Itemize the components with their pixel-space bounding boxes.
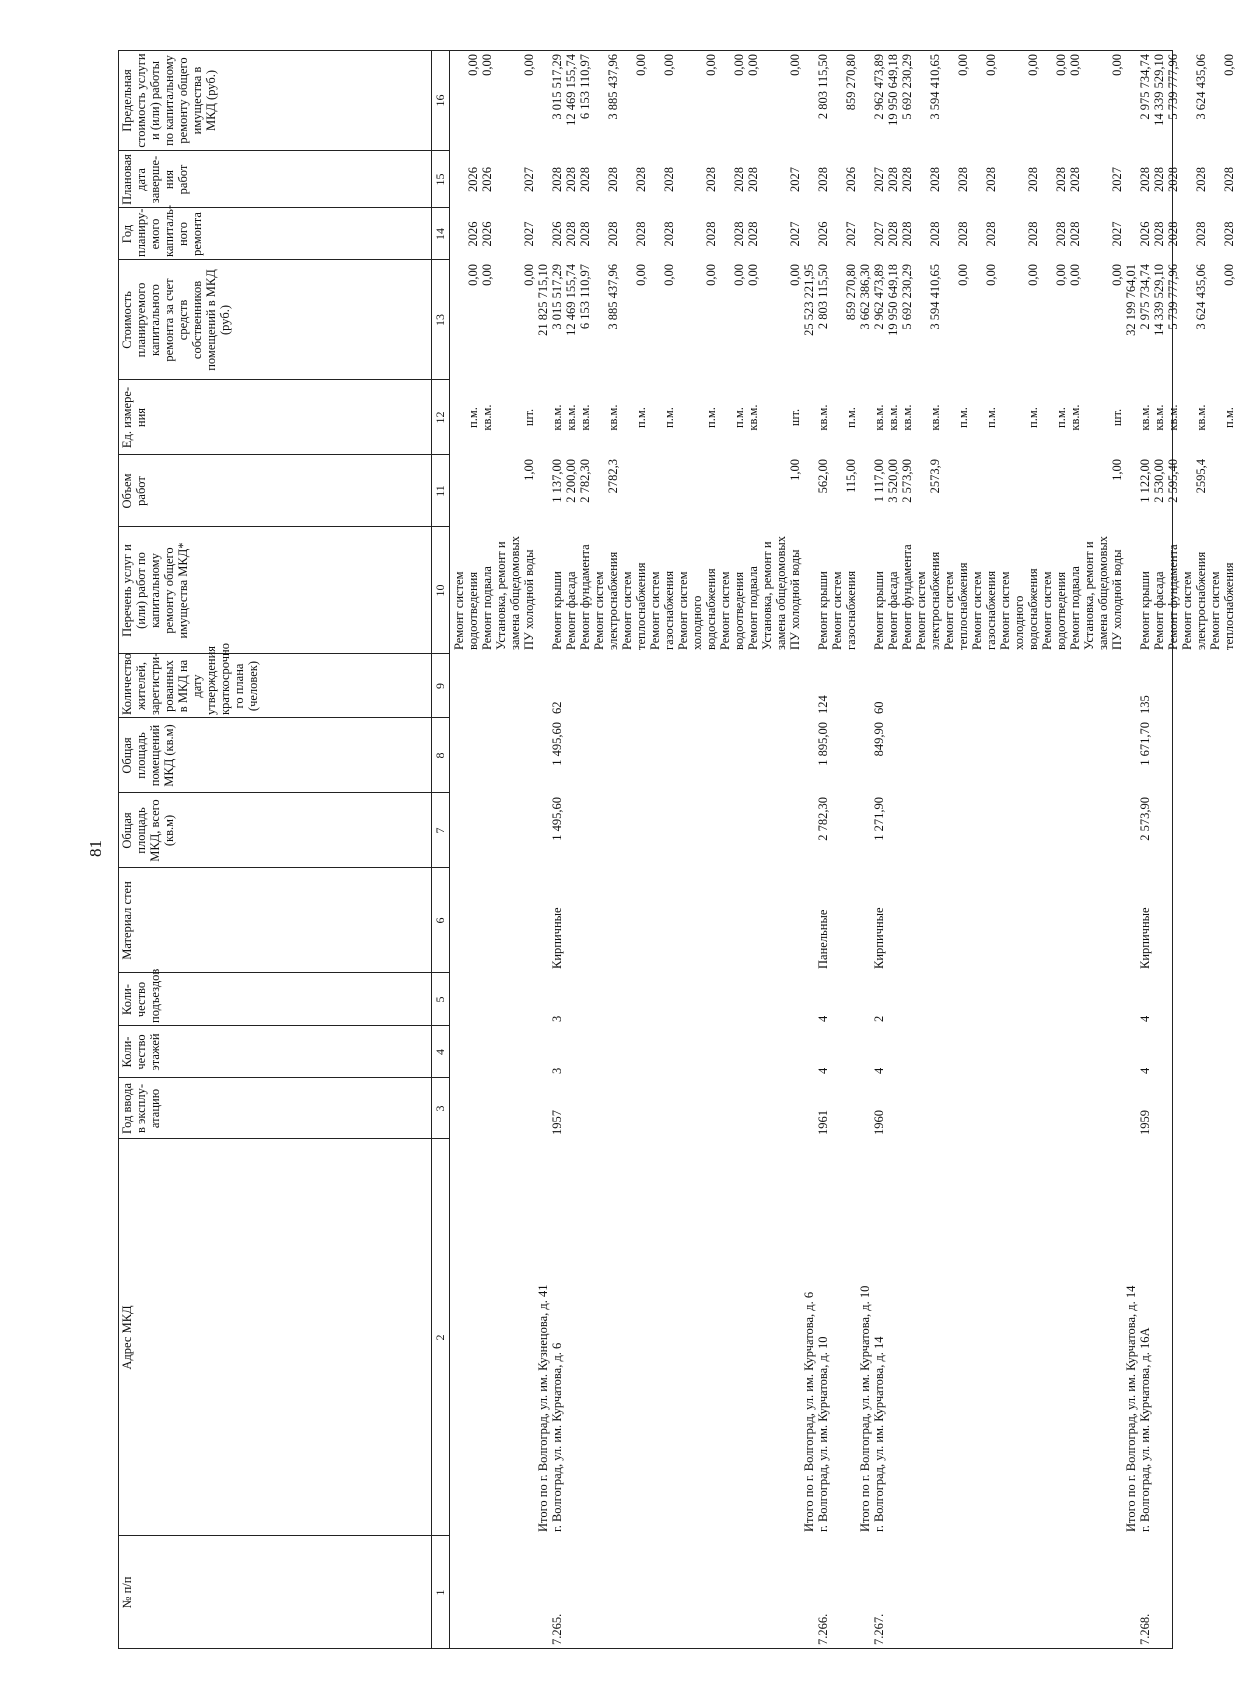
unit: кв.м. [480,404,494,431]
cost: 14 339 529,10 [1152,264,1166,336]
unit: п.м. [984,407,998,428]
work-item: Ремонт систем газоснабжения [648,570,676,650]
unit: кв.м. [746,404,760,431]
work-item: Ремонт систем электроснабжения [1180,551,1208,650]
limit-cost: 5 739 777,96 [1166,54,1180,120]
cost: 2 962 473,89 [872,264,886,330]
limit-cost: 0,00 [788,54,802,76]
work-item: Ремонт систем водоотведения [452,571,480,650]
header-col-12: Ед. измере-ния [120,386,148,449]
cost: 6 153 110,97 [578,264,592,330]
total-row-cost: 25 523 221,95 [802,264,816,336]
cost: 19 950 649,18 [886,264,900,336]
unit: шт. [788,408,802,427]
unit: п.м. [844,407,858,428]
entrances: 4 [816,1015,830,1022]
end-date: 2028 [1152,167,1166,192]
end-date: 2028 [704,167,718,192]
row-number: 7.267. [872,1613,886,1645]
work-volume: 2 573,90 [900,459,914,503]
header-col-16: Предельная стоимость услуги и (или) работы по капитальному ремонту общего имущества в МКД (руб.) [120,53,218,148]
wall-material: Кирпичные [550,907,564,969]
end-date: 2028 [928,167,942,192]
floors: 4 [816,1067,830,1074]
total-row-cost: 3 662 386,30 [858,264,872,330]
work-item: Ремонт систем теплоснабжения [942,562,970,650]
column-number: 9 [433,683,447,689]
work-volume: 2 595,40 [1166,459,1180,503]
work-item: Ремонт фундамента [578,544,592,650]
unit: кв.м. [1068,404,1082,431]
repair-year: 2028 [732,221,746,247]
total-area: 2 573,90 [1138,797,1152,841]
work-volume: 2 200,00 [564,459,578,503]
column-number: 15 [433,173,447,186]
unit: кв.м. [1166,404,1180,431]
column-number: 5 [433,996,447,1003]
cost: 0,00 [466,264,480,286]
limit-cost: 3 624 435,06 [1194,54,1208,120]
repair-year: 2028 [578,221,592,247]
limit-cost: 0,00 [1068,54,1082,76]
unit: п.м. [662,407,676,428]
work-item: Ремонт систем электроснабжения [592,551,620,650]
limit-cost: 0,00 [662,54,676,76]
header-col-4: Коли-чество этажей [120,1033,162,1071]
work-volume: 1,00 [788,459,802,481]
work-item: Ремонт подвала [480,566,494,650]
column-number: 8 [433,752,447,759]
work-item: Ремонт систем холодного водоснабжения [676,568,718,650]
floors: 4 [872,1067,886,1074]
repair-year: 2027 [522,221,536,247]
total-row-label: Итого по г. Волгоград, ул. им. Курчатова, д. 6 [802,1291,816,1532]
work-volume: 1,00 [522,459,536,481]
work-item: Установка, ремонт и замена общедомовых ПУ холодной воды [494,535,536,650]
repair-year: 2028 [704,221,718,247]
header-col-3: Год ввода в эксплу-атацию [120,1082,162,1135]
work-item: Ремонт систем холодного водоснабжения [998,568,1040,650]
end-date: 2028 [1138,167,1152,192]
repair-year: 2026 [1138,221,1152,247]
end-date: 2028 [886,167,900,192]
work-item: Ремонт систем газоснабжения [830,570,858,650]
header-col-9: Количество жителей, зарегистри-рованных в МКД на дату утверждения краткосрочно го плана (человек) [120,643,260,715]
limit-cost: 0,00 [1054,54,1068,76]
entrances: 3 [550,1015,564,1022]
total-row-cost: 21 825 715,10 [536,264,550,336]
total-area: 2 782,30 [816,797,830,841]
column-number: 11 [433,485,447,497]
end-date: 2027 [522,167,536,192]
repair-year: 2028 [900,221,914,247]
cost: 0,00 [480,264,494,286]
unit: п.м. [1222,407,1236,428]
repair-year: 2028 [1222,221,1236,247]
repair-year: 2028 [886,221,900,247]
limit-cost: 0,00 [634,54,648,76]
end-date: 2028 [746,167,760,192]
end-date: 2028 [1068,167,1082,192]
end-date: 2028 [956,167,970,192]
header-col-13: Стоимость планируемого капитального ремонта за счет средств собственников помещений в МКД (руб.) [120,269,232,371]
cost: 0,00 [704,264,718,286]
work-item: Ремонт систем электроснабжения [914,551,942,650]
repair-year: 2028 [1152,221,1166,247]
work-item: Ремонт крыши [550,571,564,650]
end-date: 2028 [550,167,564,192]
unit: шт. [522,408,536,427]
unit: шт. [1110,408,1124,427]
limit-cost: 859 270,80 [844,54,858,111]
repair-year: 2028 [1166,221,1180,247]
end-date: 2028 [578,167,592,192]
repair-year: 2027 [844,221,858,247]
end-date: 2028 [634,167,648,192]
end-date: 2028 [1054,167,1068,192]
header-col-14: Год планиру-емого капиталь-ного ремонта [120,204,204,257]
header-col-2: Адрес МКД [120,1305,134,1370]
repair-year: 2026 [816,221,830,247]
work-item: Ремонт крыши [872,571,886,650]
entrances: 4 [1138,1015,1152,1022]
entrances: 2 [872,1015,886,1022]
end-date: 2026 [466,167,480,192]
header-bottom-border [431,50,432,1649]
limit-cost: 5 692 230,29 [900,54,914,120]
unit: кв.м. [578,404,592,431]
repair-year: 2028 [746,221,760,247]
total-row-label: Итого по г. Волгоград, ул. им. Курчатова, д. 14 [1124,1285,1138,1532]
repair-year: 2028 [1194,221,1208,247]
work-volume: 3 520,00 [886,459,900,503]
floors: 3 [550,1067,564,1074]
address: г. Волгоград, ул. им. Курчатова, д. 16А [1138,1327,1152,1532]
limit-cost: 0,00 [732,54,746,76]
premises-area: 1 895,00 [816,722,830,766]
end-date: 2028 [816,167,830,192]
cost: 2 975 734,74 [1138,264,1152,330]
limit-cost: 0,00 [746,54,760,76]
work-item: Ремонт крыши [1138,571,1152,650]
header-col-1: № п/п [120,1576,134,1609]
column-number: 12 [433,411,447,424]
year-built: 1959 [1138,1110,1152,1135]
limit-cost: 3 594 410,65 [928,54,942,120]
cost: 3 015 517,29 [550,264,564,330]
header-col-10: Перечень услуг и (или) работ по капитальному ремонту общего имущества МКД* [120,542,190,639]
limit-cost: 0,00 [1110,54,1124,76]
work-volume: 1,00 [1110,459,1124,481]
work-volume: 1 137,00 [550,459,564,503]
work-item: Ремонт фасада [564,571,578,650]
residents: 60 [872,701,886,714]
column-number: 10 [433,584,447,597]
wall-material: Кирпичные [1138,907,1152,969]
cost: 0,00 [984,264,998,286]
unit: кв.м. [1194,404,1208,431]
year-built: 1957 [550,1110,564,1135]
address: г. Волгоград, ул. им. Курчатова, д. 10 [816,1336,830,1532]
limit-cost: 14 339 529,10 [1152,54,1166,126]
repair-year: 2026 [550,221,564,247]
work-volume: 2 530,00 [1152,459,1166,503]
address: г. Волгоград, ул. им. Курчатова, д. 6 [550,1342,564,1532]
end-date: 2028 [1026,167,1040,192]
column-number: 14 [433,228,447,240]
cost: 12 469 155,74 [564,264,578,336]
limit-cost: 6 153 110,97 [578,54,592,120]
limit-cost: 3 015 517,29 [550,54,564,120]
total-area: 1 495,60 [550,797,564,841]
end-date: 2028 [564,167,578,192]
work-item: Ремонт подвала [746,566,760,650]
limit-cost: 0,00 [704,54,718,76]
work-volume: 2 782,30 [578,459,592,503]
number-row-border [449,50,450,1649]
header-col-7: Общая площадь МКД, всего (кв.м) [120,799,176,862]
column-number: 16 [433,94,447,107]
total-row-label: Итого по г. Волгоград, ул. им. Кузнецова, д. 41 [536,1284,550,1532]
repair-year: 2026 [480,221,494,247]
unit: п.м. [704,407,718,428]
year-built: 1960 [872,1110,886,1135]
limit-cost: 0,00 [522,54,536,76]
unit: п.м. [1026,407,1040,428]
residents: 135 [1138,695,1152,714]
work-volume: 2573,9 [928,459,942,494]
limit-cost: 2 962 473,89 [872,54,886,120]
header-col-5: Коли-чество подъездов [120,968,162,1023]
work-volume: 562,00 [816,459,830,494]
cost: 3 885 437,96 [606,264,620,330]
cost: 0,00 [746,264,760,286]
column-number: 3 [433,1105,447,1112]
column-number: 2 [433,1334,447,1341]
work-item: Установка, ремонт и замена общедомовых ПУ холодной воды [1082,535,1124,650]
cost: 0,00 [1222,264,1236,286]
limit-cost: 0,00 [956,54,970,76]
repair-year: 2028 [662,221,676,247]
cost: 0,00 [662,264,676,286]
work-item: Ремонт фасада [886,571,900,650]
repair-year: 2027 [1110,221,1124,247]
end-date: 2026 [480,167,494,192]
repair-year: 2028 [634,221,648,247]
cost: 5 739 777,96 [1166,264,1180,330]
end-date: 2028 [662,167,676,192]
unit: п.м. [634,407,648,428]
end-date: 2028 [984,167,998,192]
end-date: 2027 [872,167,886,192]
column-number: 7 [433,827,447,834]
premises-area: 849,90 [872,722,886,757]
unit: п.м. [466,407,480,428]
limit-cost: 2 975 734,74 [1138,54,1152,120]
column-number: 1 [433,1589,447,1596]
column-number: 6 [433,917,447,924]
repair-year: 2027 [788,221,802,247]
limit-cost: 0,00 [1222,54,1236,76]
work-volume: 115,00 [844,459,858,493]
residents: 62 [550,701,564,714]
work-volume: 2782,3 [606,459,620,494]
header-col-15: Плановая дата заверше-ния работ [120,154,190,205]
work-item: Ремонт систем водоотведения [1040,571,1068,650]
end-date: 2028 [1194,167,1208,192]
limit-cost: 0,00 [984,54,998,76]
cost: 3 624 435,06 [1194,264,1208,330]
work-item: Ремонт систем газоснабжения [970,570,998,650]
header-col-11: Объем работ [120,473,148,509]
work-item: Ремонт систем теплоснабжения [1208,562,1236,650]
floors: 4 [1138,1067,1152,1074]
cost: 0,00 [1026,264,1040,286]
work-item: Ремонт крыши [816,571,830,650]
wall-material: Панельные [816,909,830,969]
cost: 2 803 115,50 [816,264,830,330]
wall-material: Кирпичные [872,907,886,969]
cost: 0,00 [732,264,746,286]
work-volume: 1 122,00 [1138,459,1152,503]
unit: кв.м. [1138,404,1152,431]
work-item: Ремонт фундамента [1166,544,1180,650]
unit: кв.м. [900,404,914,431]
row-number: 7.266. [816,1613,830,1645]
repair-year: 2028 [1054,221,1068,247]
header-col-8: Общая площадь помещений МКД (кв.м) [120,724,176,787]
cost: 5 692 230,29 [900,264,914,330]
unit: п.м. [1054,407,1068,428]
cost: 0,00 [956,264,970,286]
column-number: 13 [433,314,447,326]
work-item: Ремонт систем теплоснабжения [620,562,648,650]
limit-cost: 0,00 [480,54,494,76]
end-date: 2028 [606,167,620,192]
work-item: Ремонт подвала [1068,566,1082,650]
cost: 859 270,80 [844,264,858,321]
repair-year: 2026 [466,221,480,247]
address: г. Волгоград, ул. им. Курчатова, д. 14 [872,1336,886,1532]
unit: п.м. [732,407,746,428]
end-date: 2028 [900,167,914,192]
cost: 0,00 [634,264,648,286]
unit: кв.м. [550,404,564,431]
repair-year: 2028 [1026,221,1040,247]
page-number: 81 [86,840,105,857]
limit-cost: 0,00 [1026,54,1040,76]
limit-cost: 2 803 115,50 [816,54,830,120]
cost: 0,00 [1068,264,1082,286]
repair-year: 2028 [956,221,970,247]
repair-plan-table [118,50,1236,1649]
end-date: 2028 [732,167,746,192]
unit: кв.м. [564,404,578,431]
unit: кв.м. [1152,404,1166,431]
limit-cost: 0,00 [466,54,480,76]
end-date: 2026 [844,167,858,192]
end-date: 2027 [788,167,802,192]
work-item: Установка, ремонт и замена общедомовых ПУ холодной воды [760,535,802,650]
limit-cost: 3 885 437,96 [606,54,620,120]
work-volume: 1 117,00 [872,459,886,503]
work-item: Ремонт систем водоотведения [718,571,746,650]
repair-year: 2028 [606,221,620,247]
cost: 0,00 [1054,264,1068,286]
unit: кв.м. [872,404,886,431]
repair-year: 2028 [564,221,578,247]
total-row-cost: 32 199 764,01 [1124,264,1138,336]
unit: кв.м. [928,404,942,431]
column-number: 4 [433,1049,447,1055]
repair-year: 2028 [928,221,942,247]
unit: кв.м. [606,404,620,431]
total-row-label: Итого по г. Волгоград, ул. им. Курчатова, д. 10 [858,1285,872,1532]
work-item: Ремонт фасада [1152,571,1166,650]
year-built: 1961 [816,1110,830,1135]
end-date: 2028 [1166,167,1180,192]
header-col-6: Материал стен [120,881,134,960]
repair-year: 2028 [984,221,998,247]
cost: 3 594 410,65 [928,264,942,330]
residents: 124 [816,695,830,714]
row-number: 7.268. [1138,1613,1152,1645]
premises-area: 1 495,60 [550,722,564,766]
cost: 0,00 [788,264,802,286]
repair-year: 2028 [1068,221,1082,247]
total-area: 1 271,90 [872,797,886,841]
repair-year: 2027 [872,221,886,247]
premises-area: 1 671,70 [1138,722,1152,766]
cost: 0,00 [522,264,536,286]
row-number: 7.265. [550,1613,564,1645]
limit-cost: 12 469 155,74 [564,54,578,126]
limit-cost: 19 950 649,18 [886,54,900,126]
end-date: 2027 [1110,167,1124,192]
work-volume: 2595,4 [1194,459,1208,494]
unit: кв.м. [886,404,900,431]
unit: кв.м. [816,404,830,431]
work-item: Ремонт фундамента [900,544,914,650]
cost: 0,00 [1110,264,1124,286]
end-date: 2028 [1222,167,1236,192]
unit: п.м. [956,407,970,428]
